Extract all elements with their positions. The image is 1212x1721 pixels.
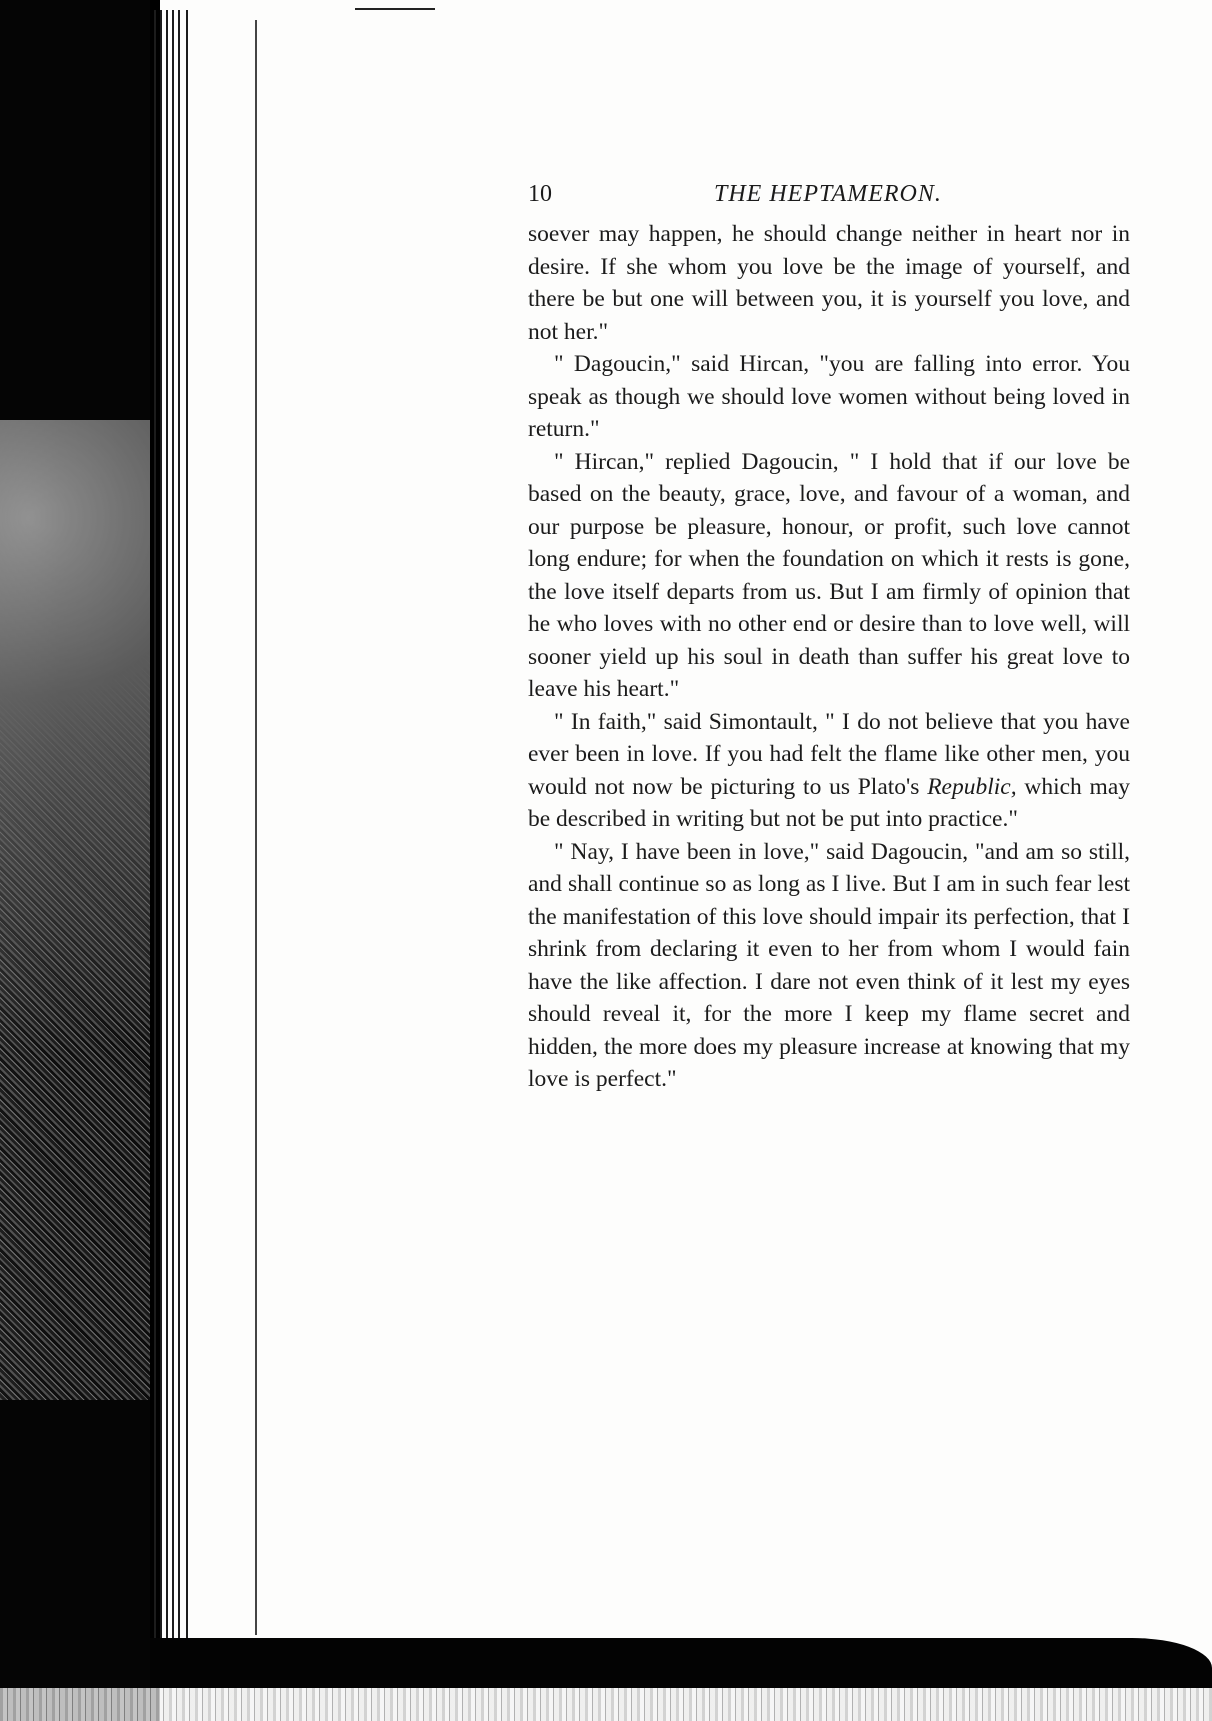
page-fold-line xyxy=(255,20,257,1635)
paragraph-text: which may be described in writing but not be put into practice." xyxy=(528,773,1130,832)
bottom-scan-noise xyxy=(0,1688,1212,1721)
paragraph: " Hircan," replied Dagoucin, " I hold that if our love be based on the beauty, grace, love, and favour of a woman, and our purpose be pleasure, honour, or profit, such love cannot long endure; for when the foundation on which it rests is gone, the love itself departs from us. But I am firmly of opinion that he who loves with no other end or desire than to love well, will sooner yield up his soul in death than suffer his great love to leave his heart." xyxy=(528,448,1130,702)
binding-dark-top xyxy=(0,0,150,420)
italic-book-title: Republic, xyxy=(927,773,1017,800)
paragraph: " Dagoucin," said Hircan, "you are falling into error. You speak as though we should love women without being loved in return." xyxy=(528,351,1130,442)
binding-dark-bottom xyxy=(0,1400,150,1721)
stacked-page-edges xyxy=(150,10,212,1650)
binding-speckled-area xyxy=(0,420,150,1400)
bottom-edge-shadow xyxy=(150,1638,1212,1688)
page-number: 10 xyxy=(528,181,552,207)
paragraph: " Nay, I have been in love," said Dagoucin, "and am so still, and shall continue so as long as I live. But I am in such fear lest the manifestation of this love should impair its perfection, that I shrink from declaring it even to her from whom I would fain have the like affection. I dare not even think of it lest my eyes should reveal it, for the more I keep my flame secret and hidden, the more does my pleasure increase at knowing that my love is perfect." xyxy=(528,838,1130,1092)
book-binding-shadow xyxy=(0,0,160,1721)
body-text xyxy=(528,218,1130,1096)
paragraph-text: " In faith," said Simontault, " I do not believe that you have ever been in love. If you had felt the flame like other men, you would not now be picturing to us Plato's xyxy=(528,708,1130,800)
running-title: THE HEPTAMERON. xyxy=(714,181,942,207)
running-head xyxy=(528,176,1130,212)
paragraph: soever may happen, he should change neither in heart nor in desire. If she whom you love be the image of yourself, and there be but one will between you, it is yourself you love, and not her." xyxy=(528,221,1130,345)
scan-mark-top xyxy=(355,8,435,10)
paragraph xyxy=(528,706,1130,836)
text-block xyxy=(528,176,1130,1096)
